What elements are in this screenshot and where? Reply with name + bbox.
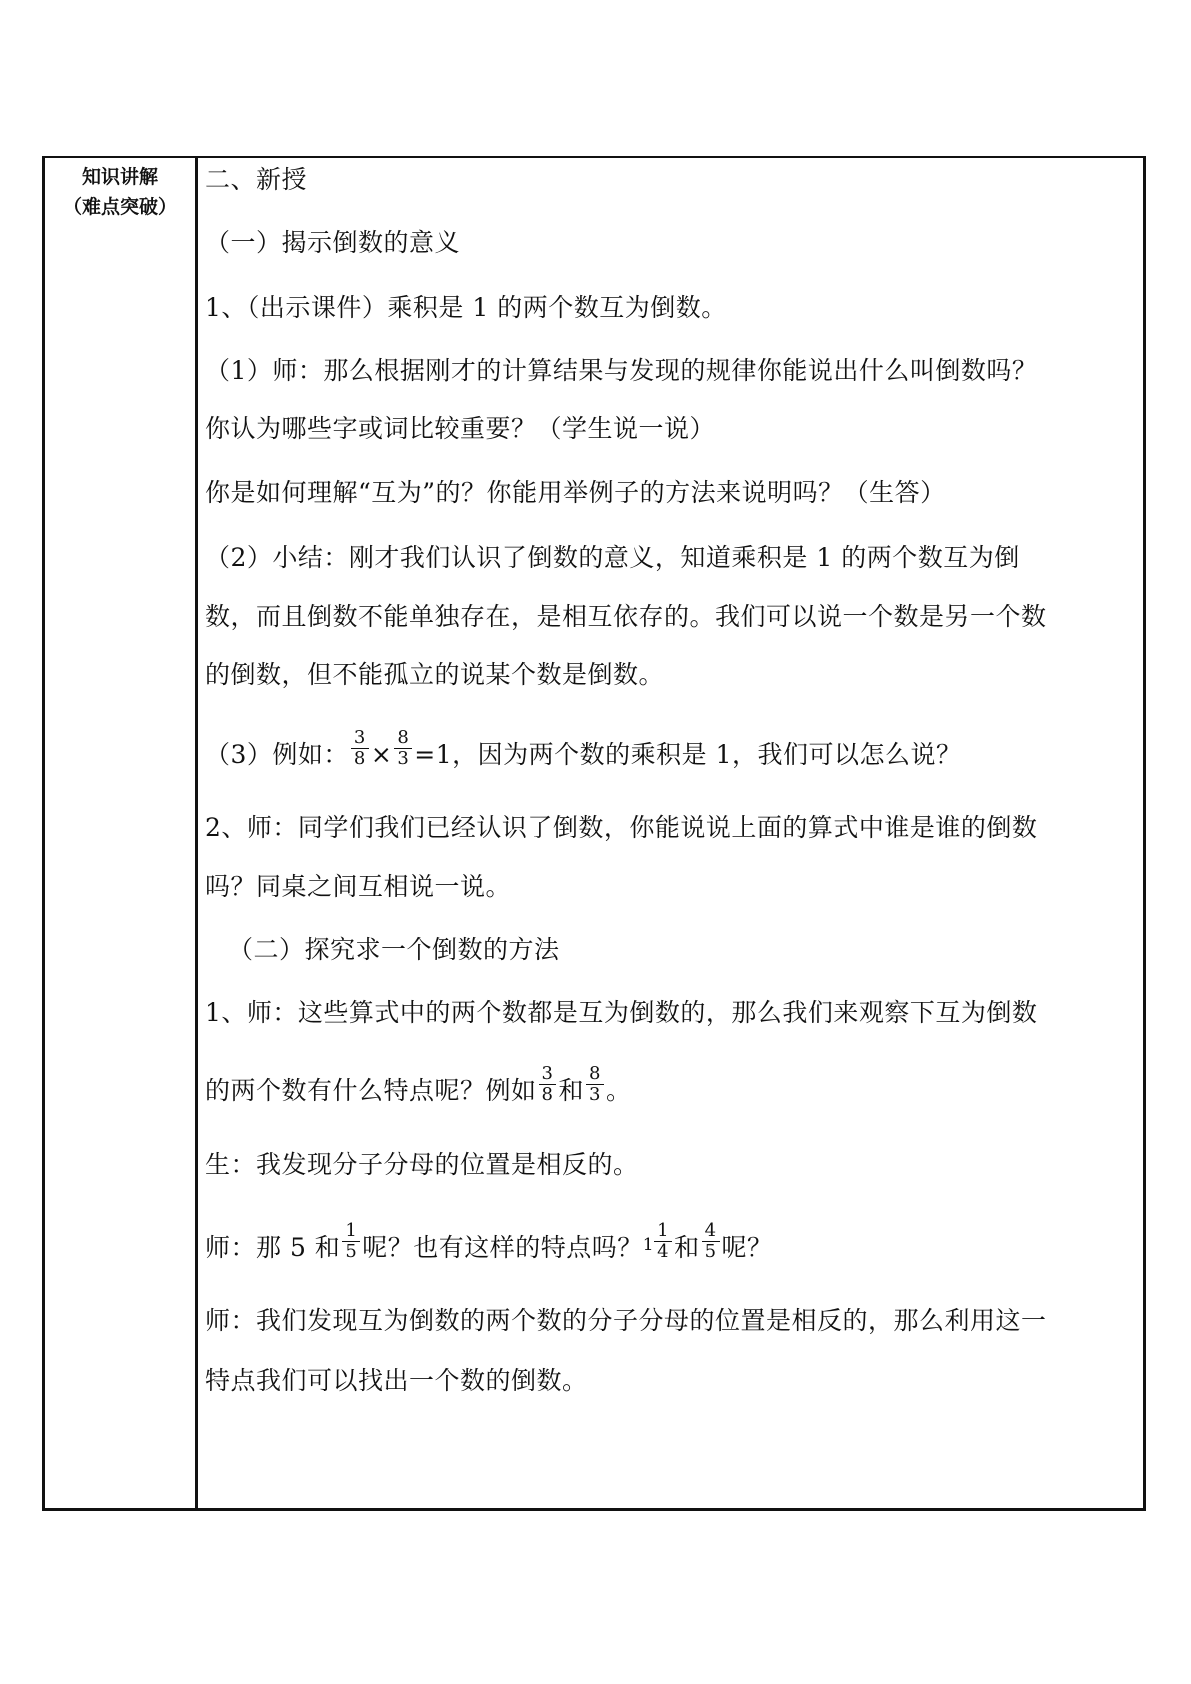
- item1-prefix: 的两个数有什么特点呢？例如: [205, 1076, 537, 1105]
- example-line: [205, 727, 962, 777]
- part1-q1-line3: 你是如何理解“互为”的？你能用举例子的方法来说明吗？（生答）: [205, 478, 946, 507]
- part1-item1: 1、（出示课件）乘积是 1 的两个数互为倒数。: [205, 293, 727, 322]
- summary-line1: （2）小结：刚才我们认识了倒数的意义，知道乘积是 1 的两个数互为倒: [205, 543, 1020, 572]
- conclusion-line2: 特点我们可以找出一个数的倒数。: [205, 1366, 588, 1395]
- teacher-prefix: 师：那 5 和: [205, 1233, 341, 1262]
- section-title: 二、新授: [205, 165, 308, 194]
- part1-q1-line2: 你认为哪些字或词比较重要？（学生说一说）: [205, 414, 716, 443]
- example-prefix: （3）例如：: [205, 740, 349, 769]
- conclusion-line1: 师：我们发现互为倒数的两个数的分子分母的位置是相反的，那么利用这一: [205, 1306, 1047, 1335]
- fraction-3-8: $\frac{3}{8}$: [351, 728, 369, 769]
- row-label-line2: （难点突破）: [62, 196, 177, 218]
- fraction-1-5: $\frac{1}{5}$: [342, 1221, 360, 1262]
- fraction-1-4: $\frac{1}{4}$: [654, 1221, 672, 1262]
- teacher-question: [205, 1220, 773, 1270]
- summary-line3: 的倒数，但不能孤立的说某个数是倒数。: [205, 660, 665, 689]
- part1-heading: （一）揭示倒数的意义: [205, 228, 461, 257]
- row-label: [45, 162, 195, 222]
- example-suffix: =1，因为两个数的乘积是 1，我们可以怎么说？: [414, 740, 962, 769]
- part1-item2-line2: 吗？同桌之间互相说一说。: [205, 872, 512, 901]
- part1-item2-line1: 2、师：同学们我们已经认识了倒数，你能说说上面的算式中谁是谁的倒数: [205, 813, 1038, 842]
- part1-q1-line1: （1）师：那么根据刚才的计算结果与发现的规律你能说出什么叫倒数吗？: [205, 356, 1038, 385]
- item1-end: 。: [605, 1076, 632, 1105]
- part2-item1-line2: [205, 1063, 632, 1113]
- teacher-end: 呢？: [721, 1233, 773, 1262]
- mixed-number-whole: 1: [642, 1235, 655, 1255]
- column-divider: [195, 158, 198, 1508]
- summary-line2: 数，而且倒数不能单独存在，是相互依存的。我们可以说一个数是另一个数: [205, 602, 1047, 631]
- fraction-4-5: $\frac{4}{5}$: [702, 1221, 720, 1262]
- teacher-mid: 呢？也有这样的特点吗？: [362, 1233, 643, 1262]
- times-sign: ×: [370, 740, 393, 769]
- row-label-line1: 知识讲解: [81, 166, 158, 188]
- fraction-3-8: $\frac{3}{8}$: [539, 1064, 557, 1105]
- and-word: 和: [558, 1076, 584, 1105]
- student-answer: 生：我发现分子分母的位置是相反的。: [205, 1150, 639, 1179]
- fraction-8-3: $\frac{8}{3}$: [394, 728, 412, 769]
- fraction-8-3: $\frac{8}{3}$: [586, 1064, 604, 1105]
- part2-item1-line1: 1、师：这些算式中的两个数都是互为倒数的，那么我们来观察下互为倒数: [205, 998, 1038, 1027]
- and-word: 和: [674, 1233, 700, 1262]
- part2-heading: （二）探究求一个倒数的方法: [228, 935, 560, 964]
